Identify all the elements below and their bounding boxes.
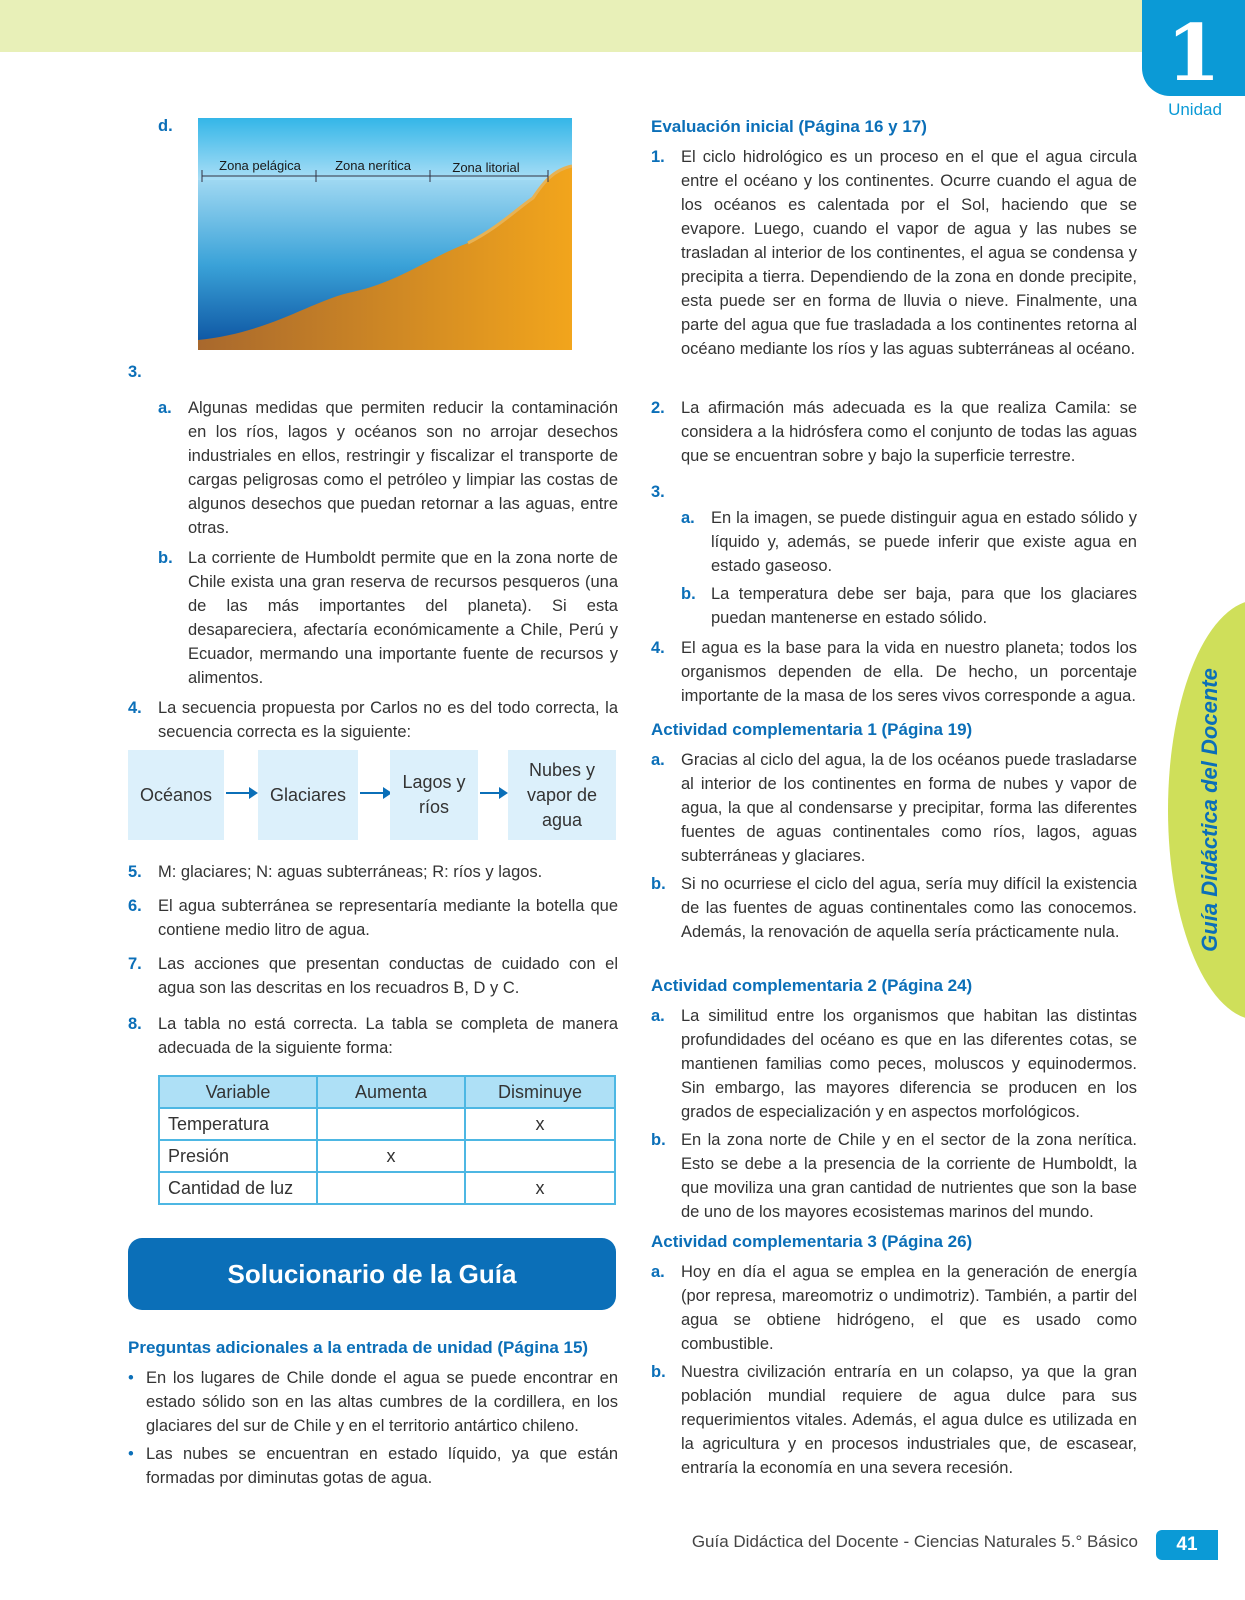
item-letter: a. xyxy=(158,399,172,417)
item-text: Nuestra civilización entraría en un colapso, ya que la gran población mundial requiere de agua dulce para sus requerimientos vitales. Además, el agua dulce es utilizada en la agricultura y en procesos industriales que, de escasear, entraría la economía en una severa recesión. xyxy=(681,1363,1137,1477)
item-letter: a. xyxy=(651,1007,665,1025)
ocean-zones-figure xyxy=(198,118,572,350)
bullet-item xyxy=(128,1442,618,1490)
table-cell: x xyxy=(465,1172,615,1204)
item-number: 2. xyxy=(651,399,665,417)
section-heading: Actividad complementaria 1 (Página 19) xyxy=(651,720,973,739)
bullet-text: En los lugares de Chile donde el agua se puede encontrar en estado sólido son en las altas cumbres de la cordillera, en los glaciares del sur de Chile y en el territorio antártico chileno. xyxy=(146,1369,618,1435)
item-letter: b. xyxy=(651,1131,666,1149)
item-text: La tabla no está correcta. La tabla se completa de manera adecuada de la siguiente forma: xyxy=(158,1015,618,1057)
eval-item-3a xyxy=(651,506,1137,578)
item-number: 3. xyxy=(128,363,142,381)
ac1-item-b xyxy=(651,872,1137,944)
item-text: Algunas medidas que permiten reducir la contaminación en los ríos, lagos y océanos son no arrojar desechos industriales en ellos, restringir y fiscalizar el transporte de cargas peligrosas como el petróleo y limpiar las costas de algunos desechos que puedan retornar a las aguas, entre otras. xyxy=(188,399,618,537)
table-cell xyxy=(465,1140,615,1172)
eval-item-3b xyxy=(651,582,1137,630)
item-letter: b. xyxy=(651,875,666,893)
item-number: 4. xyxy=(128,699,142,717)
item-text: Hoy en día el agua se emplea en la generación de energía (por represa, mareomotriz o undimotriz). También, a partir del agua se obtiene hidrógeno, el que es usado como combustible. xyxy=(681,1263,1137,1353)
unit-label: Unidad xyxy=(1168,100,1222,119)
ac1-item-a xyxy=(651,748,1137,868)
item-text: El agua es la base para la vida en nuestro planeta; todos los organismos dependen de ella. De hecho, un porcentaje importante de la masa de los seres vivos corresponde a agua. xyxy=(681,639,1137,705)
item-number: 8. xyxy=(128,1015,142,1033)
eval-item-1 xyxy=(651,145,1137,361)
table-row xyxy=(159,1140,615,1172)
unit-number: 1 xyxy=(1142,0,1245,96)
item-letter: a. xyxy=(651,1263,665,1281)
item-text: Las acciones que presentan conductas de cuidado con el agua son las descritas en los recuadros B, D y C. xyxy=(158,955,618,997)
flow-step: Glaciares xyxy=(258,750,358,840)
table-row xyxy=(159,1172,615,1204)
item-number: 7. xyxy=(128,955,142,973)
ac2-item-b xyxy=(651,1128,1137,1224)
item-number: 4. xyxy=(651,639,665,657)
table-row xyxy=(159,1108,615,1140)
flow-step: Nubes y vapor de agua xyxy=(508,750,616,840)
table-header-row xyxy=(159,1076,615,1108)
item-text: En la zona norte de Chile y en el sector de la zona nerítica. Esto se debe a la presencia de la corriente de Humboldt, la que moviliza una gran cantidad de nutrientes que son la base de uno de los mayores ecosistemas marinos del mundo. xyxy=(681,1131,1137,1221)
table-cell: x xyxy=(465,1108,615,1140)
section-heading: Evaluación inicial (Página 16 y 17) xyxy=(651,117,927,136)
arrow-right-icon xyxy=(480,792,506,794)
section-heading: Actividad complementaria 3 (Página 26) xyxy=(651,1232,973,1251)
item-4 xyxy=(128,696,618,744)
variables-table xyxy=(158,1075,616,1205)
table-cell: Cantidad de luz xyxy=(159,1172,317,1204)
item-letter: b. xyxy=(681,585,696,603)
item-letter: a. xyxy=(651,751,665,769)
side-label: Guía Didáctica del Docente xyxy=(1197,668,1222,952)
item-8 xyxy=(128,1012,618,1060)
item-text: La corriente de Humboldt permite que en la zona norte de Chile exista una gran reserva de recursos pesqueros (una de las más importantes del planeta). Si esta desapareciera, afectaría económicamente a Chile, Perú y Ecuador, mermando una importante fuente de recursos y alimentos. xyxy=(188,549,618,687)
table-header: Aumenta xyxy=(317,1076,465,1108)
arrow-right-icon xyxy=(360,792,390,794)
item-3a xyxy=(128,396,618,540)
item-number: 5. xyxy=(128,863,142,881)
table-header: Variable xyxy=(159,1076,317,1108)
item-text: En la imagen, se puede distinguir agua en estado sólido y líquido y, además, se puede inferir que existe agua en estado gaseoso. xyxy=(711,509,1137,575)
item-letter: b. xyxy=(158,549,173,567)
flow-step: Océanos xyxy=(128,750,224,840)
item-number: 6. xyxy=(128,897,142,915)
flow-step: Lagos y ríos xyxy=(390,750,478,840)
item-text: La temperatura debe ser baja, para que los glaciares puedan mantenerse en estado sólido. xyxy=(711,585,1137,627)
section-heading: Preguntas adicionales a la entrada de unidad (Página 15) xyxy=(128,1338,589,1357)
water-sequence-flow xyxy=(128,750,618,842)
ac2-item-a xyxy=(651,1004,1137,1124)
table-cell: Presión xyxy=(159,1140,317,1172)
zone-pelagica-label: Zona pelágica xyxy=(219,158,301,173)
table-header: Disminuye xyxy=(465,1076,615,1108)
ac3-item-a xyxy=(651,1260,1137,1356)
item-text: M: glaciares; N: aguas subterráneas; R: ríos y lagos. xyxy=(158,863,543,881)
table-cell: x xyxy=(317,1140,465,1172)
item-number: 1. xyxy=(651,148,665,166)
item-text: La afirmación más adecuada es la que realiza Camila: se considera a la hidrósfera como el conjunto de todas las aguas que se encuentran sobre y bajo la superficie terrestre. xyxy=(681,399,1137,465)
table-cell: Temperatura xyxy=(159,1108,317,1140)
bullet-text: Las nubes se encuentran en estado líquido, ya que están formadas por diminutas gotas de agua. xyxy=(146,1445,618,1487)
item-letter: a. xyxy=(681,509,695,527)
item-text: Gracias al ciclo del agua, la de los océanos puede trasladarse al interior de los continentes en forma de nubes y vapor de agua, la que al condensarse y precipitar, forma las diferentes fuentes de aguas continentales como ríos, lagos, aguas subterráneas y glaciares. xyxy=(681,751,1137,865)
item-text: La secuencia propuesta por Carlos no es del todo correcta, la secuencia correcta es la siguiente: xyxy=(158,699,618,741)
item-3b xyxy=(128,546,618,690)
arrow-right-icon xyxy=(226,792,256,794)
footer-text: Guía Didáctica del Docente - Ciencias Naturales 5.° Básico xyxy=(691,1532,1138,1551)
item-letter: b. xyxy=(651,1363,666,1381)
bullet-icon: • xyxy=(128,1369,134,1387)
ocean-zones-illustration xyxy=(198,118,572,350)
section-heading: Actividad complementaria 2 (Página 24) xyxy=(651,976,973,995)
section-banner: Solucionario de la Guía xyxy=(128,1238,616,1310)
ac3-item-b xyxy=(651,1360,1137,1480)
item-number: 3. xyxy=(651,483,665,501)
zone-litorial-label: Zona litorial xyxy=(452,160,520,175)
eval-item-2 xyxy=(651,396,1137,468)
item-7 xyxy=(128,952,618,1000)
item-6 xyxy=(128,894,618,942)
eval-item-4 xyxy=(651,636,1137,708)
item-text: El ciclo hidrológico es un proceso en el que el agua circula entre el océano y los continentes. Ocurre cuando el agua de los océanos es calentada por el Sol, haciendo que se evapore. Luego, cuando el vapor de agua y las nubes se trasladan al interior de los continentes, el agua se condensa y precipita a tierra. Dependiendo de la zona en donde precipite, esta puede ser en forma de lluvia o nieve. Finalmente, una parte del agua que fue trasladada a los continentes retorna al océano mediante los ríos y las aguas subterráneas al océano. xyxy=(681,148,1137,358)
table-cell xyxy=(317,1108,465,1140)
bullet-item xyxy=(128,1366,618,1438)
d-label: d. xyxy=(158,117,173,135)
page-number: 41 xyxy=(1156,1530,1218,1560)
item-text: La similitud entre los organismos que habitan las distintas profundidades del océano es que en las diferentes cotas, se mantienen familias como peces, moluscos y equinodermos. Sin embargo, las mayores diferencia se producen en los grados de especialización y en aspectos morfológicos. xyxy=(681,1007,1137,1121)
top-band xyxy=(0,0,1142,52)
bullet-icon: • xyxy=(128,1445,134,1463)
item-text: El agua subterránea se representaría mediante la botella que contiene medio litro de agua. xyxy=(158,897,618,939)
item-text: Si no ocurriese el ciclo del agua, sería muy difícil la existencia de las fuentes de aguas continentales como las conocemos. Además, la renovación de aquella sería prácticamente nula. xyxy=(681,875,1137,941)
table-cell xyxy=(317,1172,465,1204)
zone-neritica-label: Zona nerítica xyxy=(335,158,411,173)
item-5 xyxy=(128,860,618,884)
